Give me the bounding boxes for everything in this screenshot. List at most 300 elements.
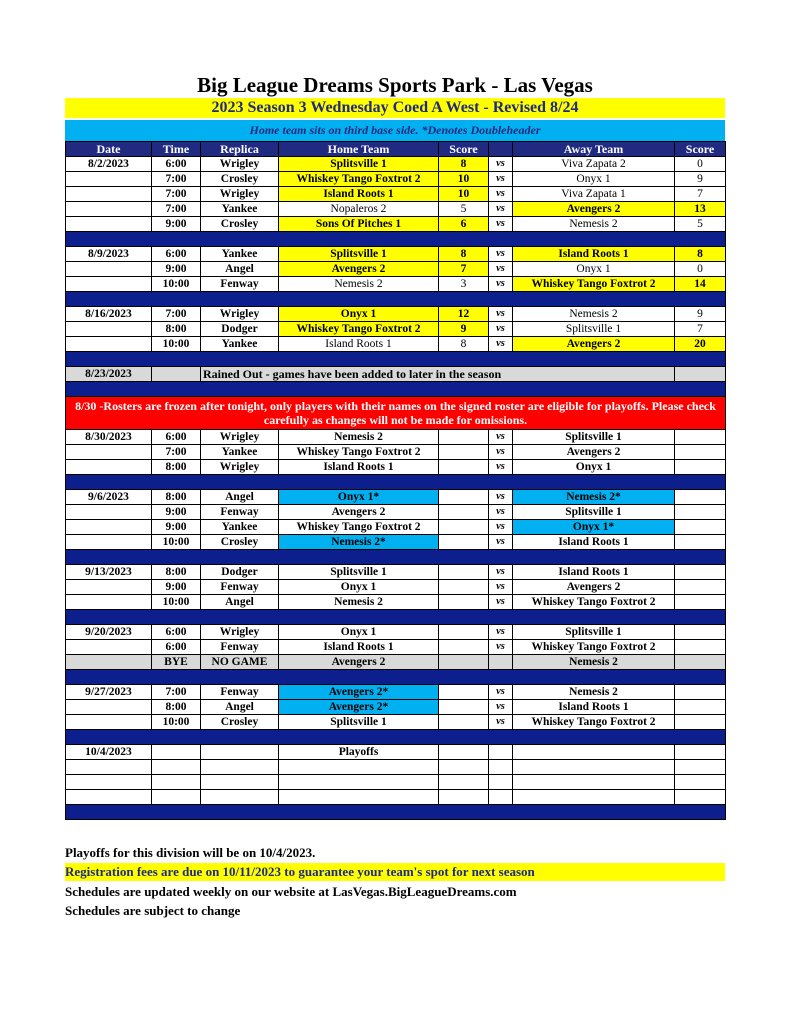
game-row: [66, 490, 726, 505]
vs-cell: vs: [489, 187, 513, 202]
separator-row: [66, 232, 726, 247]
blank-cell: [279, 760, 439, 775]
time-cell: 6:00: [152, 247, 201, 262]
replica-cell: Yankee: [201, 445, 279, 460]
time-cell: 8:00: [152, 700, 201, 715]
game-row: [66, 247, 726, 262]
blank-cell: [152, 775, 201, 790]
blank-cell: [675, 760, 726, 775]
time-cell: 7:00: [152, 445, 201, 460]
replica-cell: Wrigley: [201, 187, 279, 202]
away-team-cell: Avengers 2: [513, 337, 675, 352]
replica-cell: Yankee: [201, 202, 279, 217]
away-team-cell: Splitsville 1: [513, 322, 675, 337]
footer-website-note: Schedules are updated weekly on our website at LasVegas.BigLeagueDreams.com: [65, 884, 517, 899]
bye-row: [66, 655, 726, 670]
time-cell: 7:00: [152, 187, 201, 202]
away-team-cell: Onyx 1: [513, 460, 675, 475]
vs-cell: vs: [489, 172, 513, 187]
game-row: [66, 445, 726, 460]
date-cell: 9/20/2023: [66, 625, 152, 640]
away-score-cell: 5: [675, 217, 726, 232]
separator-cell: [66, 550, 726, 565]
home-score-cell: [439, 535, 489, 550]
home-team-cell: Island Roots 1: [279, 640, 439, 655]
away-team-cell: Nemesis 2: [513, 217, 675, 232]
home-team-cell: Splitsville 1: [279, 157, 439, 172]
blank-cell: [152, 760, 201, 775]
away-team-cell: Avengers 2: [513, 202, 675, 217]
away-team-cell: Splitsville 1: [513, 625, 675, 640]
vs-cell: vs: [489, 430, 513, 445]
home-team-cell: Onyx 1: [279, 580, 439, 595]
replica-cell: Fenway: [201, 640, 279, 655]
away-score-cell: 7: [675, 322, 726, 337]
header-vs: [489, 142, 513, 157]
date-cell: 9/13/2023: [66, 565, 152, 580]
away-team-cell: Whiskey Tango Foxtrot 2: [513, 277, 675, 292]
home-score-cell: [439, 520, 489, 535]
vs-cell: vs: [489, 700, 513, 715]
vs-cell: vs: [489, 307, 513, 322]
roster-freeze-alert-row: [66, 397, 726, 430]
replica-cell: Fenway: [201, 580, 279, 595]
away-score-cell: [675, 685, 726, 700]
replica-cell: Wrigley: [201, 430, 279, 445]
separator-cell: [66, 352, 726, 367]
replica-cell: Fenway: [201, 277, 279, 292]
away-team-cell: Island Roots 1: [513, 565, 675, 580]
replica-cell: Angel: [201, 490, 279, 505]
home-score-cell: [439, 715, 489, 730]
game-row: [66, 715, 726, 730]
date-cell: [66, 595, 152, 610]
replica-cell: Angel: [201, 595, 279, 610]
time-cell: 9:00: [152, 580, 201, 595]
home-score-cell: [439, 565, 489, 580]
game-row: [66, 460, 726, 475]
replica-cell: [201, 745, 279, 760]
game-row: [66, 217, 726, 232]
home-team-note-banner: Home team sits on third base side. *Denotes Doubleheader: [65, 120, 725, 141]
date-cell: [66, 322, 152, 337]
separator-cell: [66, 670, 726, 685]
away-team-cell: Island Roots 1: [513, 247, 675, 262]
away-score-cell: 13: [675, 202, 726, 217]
time-cell: 10:00: [152, 337, 201, 352]
away-team-cell: Whiskey Tango Foxtrot 2: [513, 595, 675, 610]
replica-cell: Crosley: [201, 172, 279, 187]
home-team-cell: Onyx 1*: [279, 490, 439, 505]
time-cell: 6:00: [152, 625, 201, 640]
vs-cell: vs: [489, 685, 513, 700]
away-score-cell: 8: [675, 247, 726, 262]
replica-cell: Crosley: [201, 535, 279, 550]
date-cell: [66, 655, 152, 670]
replica-cell: Yankee: [201, 520, 279, 535]
vs-cell: vs: [489, 217, 513, 232]
away-team-cell: Viva Zapata 1: [513, 187, 675, 202]
away-team-cell: [513, 745, 675, 760]
home-team-cell: Sons Of Pitches 1: [279, 217, 439, 232]
home-team-cell: Whiskey Tango Foxtrot 2: [279, 322, 439, 337]
blank-cell: [66, 790, 152, 805]
away-team-cell: Avengers 2: [513, 445, 675, 460]
home-team-cell: Onyx 1: [279, 625, 439, 640]
away-score-cell: [675, 625, 726, 640]
home-team-cell: Whiskey Tango Foxtrot 2: [279, 172, 439, 187]
blank-cell: [513, 760, 675, 775]
footer-change-note: Schedules are subject to change: [65, 903, 241, 918]
vs-cell: vs: [489, 490, 513, 505]
replica-cell: Crosley: [201, 715, 279, 730]
blank-cell: [439, 760, 489, 775]
date-cell: [66, 715, 152, 730]
date-cell: 8/30/2023: [66, 430, 152, 445]
game-row: [66, 172, 726, 187]
home-team-cell: Nopaleros 2: [279, 202, 439, 217]
home-team-cell: Nemesis 2*: [279, 535, 439, 550]
game-row: [66, 625, 726, 640]
away-score-cell: 0: [675, 157, 726, 172]
home-score-cell: 8: [439, 337, 489, 352]
separator-row: [66, 610, 726, 625]
blank-cell: [66, 760, 152, 775]
score-cell: [675, 367, 726, 382]
vs-cell: vs: [489, 202, 513, 217]
date-cell: [66, 505, 152, 520]
header-away-team: Away Team: [513, 142, 675, 157]
game-row: [66, 187, 726, 202]
game-row: [66, 520, 726, 535]
home-score-cell: [439, 625, 489, 640]
home-score-cell: [439, 490, 489, 505]
vs-cell: vs: [489, 625, 513, 640]
home-team-cell: Whiskey Tango Foxtrot 2: [279, 445, 439, 460]
away-score-cell: 9: [675, 172, 726, 187]
away-score-cell: [675, 580, 726, 595]
separator-row: [66, 730, 726, 745]
away-team-cell: Whiskey Tango Foxtrot 2: [513, 715, 675, 730]
playoffs-row: [66, 745, 726, 760]
home-score-cell: 10: [439, 187, 489, 202]
home-score-cell: 12: [439, 307, 489, 322]
header-time: Time: [152, 142, 201, 157]
home-score-cell: [439, 580, 489, 595]
replica-cell: Crosley: [201, 217, 279, 232]
time-cell: 9:00: [152, 217, 201, 232]
home-score-cell: [439, 640, 489, 655]
home-score-cell: 9: [439, 322, 489, 337]
blank-row: [66, 775, 726, 790]
date-cell: [66, 460, 152, 475]
replica-cell: Angel: [201, 262, 279, 277]
time-cell: 8:00: [152, 322, 201, 337]
separator-cell: [66, 292, 726, 307]
replica-cell: Yankee: [201, 337, 279, 352]
away-score-cell: 0: [675, 262, 726, 277]
home-team-cell: Avengers 2*: [279, 685, 439, 700]
game-row: [66, 640, 726, 655]
blank-cell: [201, 775, 279, 790]
away-score-cell: 7: [675, 187, 726, 202]
roster-freeze-alert: 8/30 -Rosters are frozen after tonight, only players with their names on the signed roster are eligible for playoffs. Please check carefully as changes will not be made for omissions.: [66, 397, 726, 430]
blank-cell: [279, 775, 439, 790]
away-score-cell: [675, 715, 726, 730]
date-cell: [66, 445, 152, 460]
replica-cell: Fenway: [201, 685, 279, 700]
time-cell: 7:00: [152, 172, 201, 187]
away-team-cell: Onyx 1: [513, 172, 675, 187]
blank-cell: [66, 775, 152, 790]
time-cell: 10:00: [152, 277, 201, 292]
home-score-cell: 8: [439, 157, 489, 172]
away-team-cell: Splitsville 1: [513, 430, 675, 445]
vs-cell: vs: [489, 445, 513, 460]
home-score-cell: [439, 700, 489, 715]
time-cell: [152, 367, 201, 382]
game-row: [66, 580, 726, 595]
away-team-cell: Viva Zapata 2: [513, 157, 675, 172]
vs-cell: vs: [489, 535, 513, 550]
time-cell: 10:00: [152, 535, 201, 550]
vs-cell: vs: [489, 322, 513, 337]
vs-cell: vs: [489, 277, 513, 292]
time-cell: 7:00: [152, 307, 201, 322]
time-cell: 8:00: [152, 565, 201, 580]
vs-cell: [489, 655, 513, 670]
blank-cell: [513, 775, 675, 790]
date-cell: 8/9/2023: [66, 247, 152, 262]
home-score-cell: [439, 430, 489, 445]
home-score-cell: [439, 505, 489, 520]
date-cell: [66, 337, 152, 352]
blank-cell: [439, 790, 489, 805]
home-score-cell: [439, 655, 489, 670]
home-team-cell: Nemesis 2: [279, 595, 439, 610]
replica-cell: NO GAME: [201, 655, 279, 670]
home-score-cell: 6: [439, 217, 489, 232]
game-row: [66, 157, 726, 172]
header-home-team: Home Team: [279, 142, 439, 157]
home-score-cell: 5: [439, 202, 489, 217]
date-cell: [66, 640, 152, 655]
game-row: [66, 430, 726, 445]
away-team-cell: Onyx 1: [513, 262, 675, 277]
date-cell: 8/23/2023: [66, 367, 152, 382]
away-score-cell: [675, 490, 726, 505]
home-score-cell: 7: [439, 262, 489, 277]
time-cell: 10:00: [152, 715, 201, 730]
header-replica: Replica: [201, 142, 279, 157]
away-score-cell: [675, 445, 726, 460]
time-cell: 7:00: [152, 685, 201, 700]
date-cell: [66, 580, 152, 595]
separator-cell: [66, 475, 726, 490]
vs-cell: vs: [489, 565, 513, 580]
replica-cell: Angel: [201, 700, 279, 715]
away-score-cell: 20: [675, 337, 726, 352]
header-away-score: Score: [675, 142, 726, 157]
away-score-cell: [675, 655, 726, 670]
home-team-cell: Nemesis 2: [279, 277, 439, 292]
date-cell: 8/16/2023: [66, 307, 152, 322]
time-cell: 10:00: [152, 595, 201, 610]
vs-cell: vs: [489, 247, 513, 262]
date-cell: 10/4/2023: [66, 745, 152, 760]
away-score-cell: [675, 460, 726, 475]
vs-cell: vs: [489, 580, 513, 595]
away-team-cell: Island Roots 1: [513, 535, 675, 550]
vs-cell: vs: [489, 715, 513, 730]
away-team-cell: Nemesis 2*: [513, 490, 675, 505]
date-cell: [66, 187, 152, 202]
home-score-cell: 10: [439, 172, 489, 187]
separator-cell: [66, 610, 726, 625]
blank-cell: [489, 790, 513, 805]
home-team-cell: Splitsville 1: [279, 247, 439, 262]
time-cell: 8:00: [152, 460, 201, 475]
away-team-cell: Whiskey Tango Foxtrot 2: [513, 640, 675, 655]
blank-cell: [201, 790, 279, 805]
away-team-cell: Splitsville 1: [513, 505, 675, 520]
vs-cell: vs: [489, 262, 513, 277]
home-score-cell: [439, 460, 489, 475]
separator-row: [66, 352, 726, 367]
home-team-cell: Avengers 2*: [279, 700, 439, 715]
home-score-cell: [439, 445, 489, 460]
game-row: [66, 565, 726, 580]
schedule-table: [65, 141, 726, 820]
date-cell: [66, 535, 152, 550]
game-row: [66, 337, 726, 352]
time-cell: 9:00: [152, 262, 201, 277]
time-cell: BYE: [152, 655, 201, 670]
date-cell: [66, 277, 152, 292]
header-row: [66, 142, 726, 157]
home-team-cell: Avengers 2: [279, 655, 439, 670]
vs-cell: [489, 745, 513, 760]
date-cell: [66, 217, 152, 232]
separator-row: [66, 670, 726, 685]
vs-cell: vs: [489, 157, 513, 172]
date-cell: 9/6/2023: [66, 490, 152, 505]
game-row: [66, 505, 726, 520]
home-team-cell: Avengers 2: [279, 505, 439, 520]
game-row: [66, 202, 726, 217]
time-cell: 6:00: [152, 157, 201, 172]
game-row: [66, 262, 726, 277]
home-score-cell: 8: [439, 247, 489, 262]
game-row: [66, 307, 726, 322]
header-date: Date: [66, 142, 152, 157]
away-team-cell: Island Roots 1: [513, 700, 675, 715]
game-row: [66, 595, 726, 610]
header-home-score: Score: [439, 142, 489, 157]
game-row: [66, 700, 726, 715]
vs-cell: vs: [489, 640, 513, 655]
separator-cell: [66, 805, 726, 820]
home-score-cell: [439, 685, 489, 700]
separator-row: [66, 550, 726, 565]
home-team-cell: Island Roots 1: [279, 337, 439, 352]
separator-row: [66, 292, 726, 307]
separator-cell: [66, 730, 726, 745]
date-cell: [66, 700, 152, 715]
time-cell: 7:00: [152, 202, 201, 217]
away-score-cell: 9: [675, 307, 726, 322]
blank-cell: [439, 775, 489, 790]
replica-cell: Fenway: [201, 505, 279, 520]
replica-cell: Dodger: [201, 322, 279, 337]
separator-row: [66, 805, 726, 820]
vs-cell: vs: [489, 460, 513, 475]
blank-cell: [489, 760, 513, 775]
blank-cell: [489, 775, 513, 790]
home-team-cell: Whiskey Tango Foxtrot 2: [279, 520, 439, 535]
away-score-cell: [675, 595, 726, 610]
vs-cell: vs: [489, 505, 513, 520]
rainout-row: [66, 367, 726, 382]
replica-cell: Wrigley: [201, 460, 279, 475]
replica-cell: Wrigley: [201, 625, 279, 640]
rainout-message: Rained Out - games have been added to later in the season: [201, 367, 675, 382]
home-team-cell: Onyx 1: [279, 307, 439, 322]
away-score-cell: [675, 700, 726, 715]
game-row: [66, 277, 726, 292]
game-row: [66, 535, 726, 550]
document-title: Big League Dreams Sports Park - Las Vegas: [197, 73, 593, 97]
home-team-cell: Splitsville 1: [279, 565, 439, 580]
home-team-cell: Nemesis 2: [279, 430, 439, 445]
blank-cell: [675, 790, 726, 805]
replica-cell: Yankee: [201, 247, 279, 262]
away-team-cell: Nemesis 2: [513, 685, 675, 700]
away-team-cell: Avengers 2: [513, 580, 675, 595]
date-cell: [66, 262, 152, 277]
away-score-cell: [675, 520, 726, 535]
home-score-cell: [439, 595, 489, 610]
blank-cell: [279, 790, 439, 805]
away-score-cell: [675, 745, 726, 760]
away-score-cell: 14: [675, 277, 726, 292]
away-score-cell: [675, 430, 726, 445]
blank-cell: [675, 775, 726, 790]
time-cell: 9:00: [152, 505, 201, 520]
home-team-cell: Island Roots 1: [279, 187, 439, 202]
away-team-cell: Nemesis 2: [513, 655, 675, 670]
date-cell: 8/2/2023: [66, 157, 152, 172]
time-cell: 6:00: [152, 430, 201, 445]
time-cell: 6:00: [152, 640, 201, 655]
date-cell: [66, 202, 152, 217]
home-team-cell: Splitsville 1: [279, 715, 439, 730]
date-cell: [66, 520, 152, 535]
home-team-cell: Avengers 2: [279, 262, 439, 277]
away-team-cell: Nemesis 2: [513, 307, 675, 322]
time-cell: [152, 745, 201, 760]
home-team-cell: Island Roots 1: [279, 460, 439, 475]
vs-cell: vs: [489, 595, 513, 610]
separator-row: [66, 475, 726, 490]
game-row: [66, 322, 726, 337]
replica-cell: Dodger: [201, 565, 279, 580]
playoffs-label: Playoffs: [279, 745, 439, 760]
away-score-cell: [675, 505, 726, 520]
schedule-body: [66, 157, 726, 820]
blank-cell: [513, 790, 675, 805]
blank-cell: [201, 760, 279, 775]
